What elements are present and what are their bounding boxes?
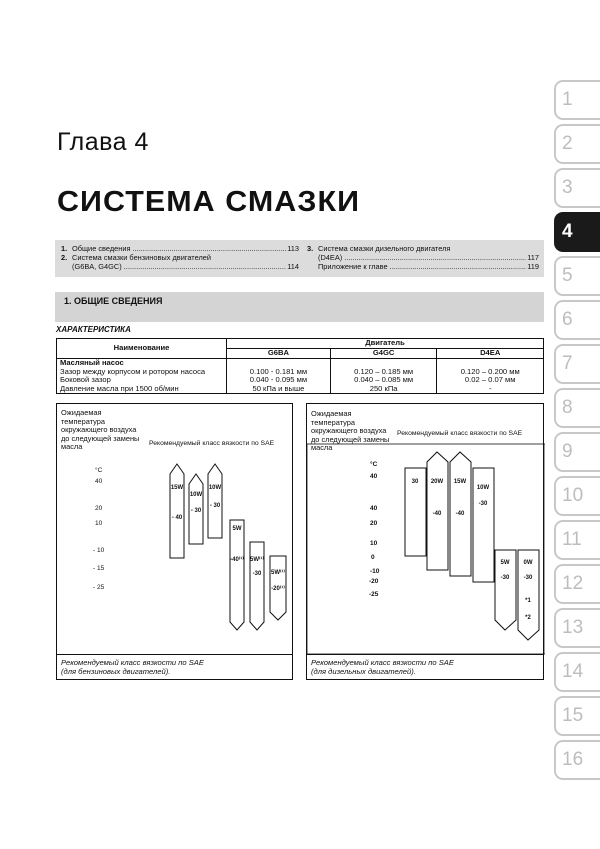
toc-item-continued[interactable]: (D4EA) ..... 117 xyxy=(307,253,539,262)
grade-label: 10W xyxy=(208,485,222,491)
tick-label: 40 xyxy=(370,473,378,480)
chapter-tab-15[interactable]: 15 xyxy=(554,696,600,736)
section-header xyxy=(55,292,544,322)
toc-item[interactable]: Приложение к главе ..... 119 xyxy=(307,262,539,271)
chapter-tab-4[interactable]: 4 xyxy=(554,212,600,252)
chart-caption: Рекомендуемый класс вязкости по SAE (для бензиновых двигателей). xyxy=(61,658,204,676)
toc-left-column xyxy=(61,244,299,271)
toc-item[interactable]: 3. Система смазки дизельного двигателя xyxy=(307,244,451,253)
toc-item-continued[interactable]: (G6BA, G4GC) ..... 114 xyxy=(61,262,299,271)
tick-label: 20 xyxy=(95,505,103,512)
grade-label: 5W⁽¹⁾ xyxy=(250,557,264,563)
section-title: 1. ОБЩИЕ СВЕДЕНИЯ xyxy=(64,296,163,306)
header-engine-3: D4EA xyxy=(437,349,544,359)
tick-label: -10 xyxy=(370,568,380,575)
chapter-tab-5[interactable]: 5 xyxy=(554,256,600,296)
grade-label: -30 xyxy=(523,575,533,581)
axis-unit: °C xyxy=(370,461,378,468)
chapter-tab-14[interactable]: 14 xyxy=(554,652,600,692)
chapter-tab-9[interactable]: 9 xyxy=(554,432,600,472)
tick-label: 40 xyxy=(95,478,103,485)
grade-label: -40 xyxy=(455,511,465,517)
grade-label: 5W xyxy=(232,526,242,532)
grade-arrow xyxy=(250,542,264,630)
tick-label: -25 xyxy=(369,591,379,598)
tick-label: 20 xyxy=(370,520,378,527)
chapter-tab-8[interactable]: 8 xyxy=(554,388,600,428)
grade-arrow xyxy=(230,520,244,630)
chapter-label: Глава 4 xyxy=(57,128,149,156)
chapter-tab-10[interactable]: 10 xyxy=(554,476,600,516)
toc-right-column xyxy=(307,244,539,271)
toc-item[interactable]: 2. Система смазки бензиновых двигателей xyxy=(61,253,212,262)
chapter-tab-13[interactable]: 13 xyxy=(554,608,600,648)
grade-label: - 40 xyxy=(171,515,183,521)
header-engine: Двигатель xyxy=(227,339,544,349)
chapter-tab-7[interactable]: 7 xyxy=(554,344,600,384)
tick-label: -20 xyxy=(369,578,379,585)
header-name: Наименование xyxy=(57,339,227,359)
specs-table xyxy=(56,338,544,394)
chapter-tab-2[interactable]: 2 xyxy=(554,124,600,164)
grade-label: -30 xyxy=(478,501,488,507)
axis-unit: °C xyxy=(95,467,103,474)
viscosity-diagram xyxy=(307,404,545,681)
grade-label: 5W xyxy=(500,560,510,566)
grade-arrow xyxy=(208,464,222,538)
tick-label: 10 xyxy=(95,520,103,527)
grade-label: 10W xyxy=(189,492,203,498)
grade-label: - 30 xyxy=(209,503,221,509)
grade-label: - 30 xyxy=(190,508,202,514)
grade-label: 15W xyxy=(170,485,184,491)
grade-label: 30 xyxy=(411,479,419,485)
chart-caption: Рекомендуемый класс вязкости по SAE (для дизельных двигателей). xyxy=(311,658,454,676)
chapter-tab-3[interactable]: 3 xyxy=(554,168,600,208)
chapter-tab-12[interactable]: 12 xyxy=(554,564,600,604)
grade-label: -20⁽¹⁾ xyxy=(271,586,285,592)
grade-label: -40 xyxy=(432,511,442,517)
tick-label: - 15 xyxy=(93,565,105,572)
table-of-contents xyxy=(55,240,544,277)
header-engine-2: G4GC xyxy=(330,349,437,359)
toc-item[interactable]: 1. Общие сведения ..... 113 xyxy=(61,244,299,253)
viscosity-diagram xyxy=(57,404,294,681)
grade-label: -40⁽¹⁾ xyxy=(230,557,244,563)
grade-arrow xyxy=(170,464,184,558)
chapter-tab-6[interactable]: 6 xyxy=(554,300,600,340)
characteristics-label: ХАРАКТЕРИСТИКА xyxy=(56,325,131,334)
chapter-tab-11[interactable]: 11 xyxy=(554,520,600,560)
table-row: Давление масла при 1500 об/мин 50 кПа и выше 250 кПа - xyxy=(57,385,544,394)
grade-label: 0W xyxy=(523,560,533,566)
recommended-sae-label: Рекомендуемый класс вязкости по SAE xyxy=(149,440,275,447)
ambient-temp-label: Ожидаемая температура окружающего воздуха до следующей замены масла xyxy=(61,408,140,451)
footnote-marker: *2 xyxy=(525,615,531,621)
tick-label: 0 xyxy=(371,554,375,561)
footnote-marker: *1 xyxy=(525,598,531,604)
grade-label: 15W xyxy=(453,479,467,485)
ambient-temp-label: Ожидаемая температура окружающего воздуха до следующей замены масла xyxy=(311,409,390,452)
tick-label: 40 xyxy=(370,505,378,512)
grade-label: -30 xyxy=(500,575,510,581)
header-engine-1: G6BA xyxy=(227,349,331,359)
chapter-tab-16[interactable]: 16 xyxy=(554,740,600,780)
caption-divider xyxy=(307,654,543,655)
table-row: Боковой зазор 0.040 - 0.095 мм 0.040 – 0.085 мм 0.02 – 0.07 мм xyxy=(57,376,544,385)
grade-label: -30 xyxy=(252,571,262,577)
caption-divider xyxy=(57,654,292,655)
group-label: Масляный насос xyxy=(57,359,227,368)
chapter-title: СИСТЕМА СМАЗКИ xyxy=(57,186,361,218)
tick-label: 10 xyxy=(370,540,378,547)
tick-label: - 10 xyxy=(93,547,105,554)
recommended-sae-label: Рекомендуемый класс вязкости по SAE xyxy=(397,430,523,437)
grade-label: 5W⁽¹⁾ xyxy=(271,570,285,576)
chapter-tab-1[interactable]: 1 xyxy=(554,80,600,120)
grade-label: 10W xyxy=(476,485,490,491)
viscosity-chart-gasoline xyxy=(56,403,293,680)
grade-label: 20W xyxy=(430,479,444,485)
viscosity-chart-diesel xyxy=(306,403,544,680)
table-row: Зазор между корпусом и ротором насоса 0.100 - 0.181 мм 0.120 – 0.185 мм 0.120 – 0.200 мм xyxy=(57,368,544,377)
tick-label: - 25 xyxy=(93,584,105,591)
